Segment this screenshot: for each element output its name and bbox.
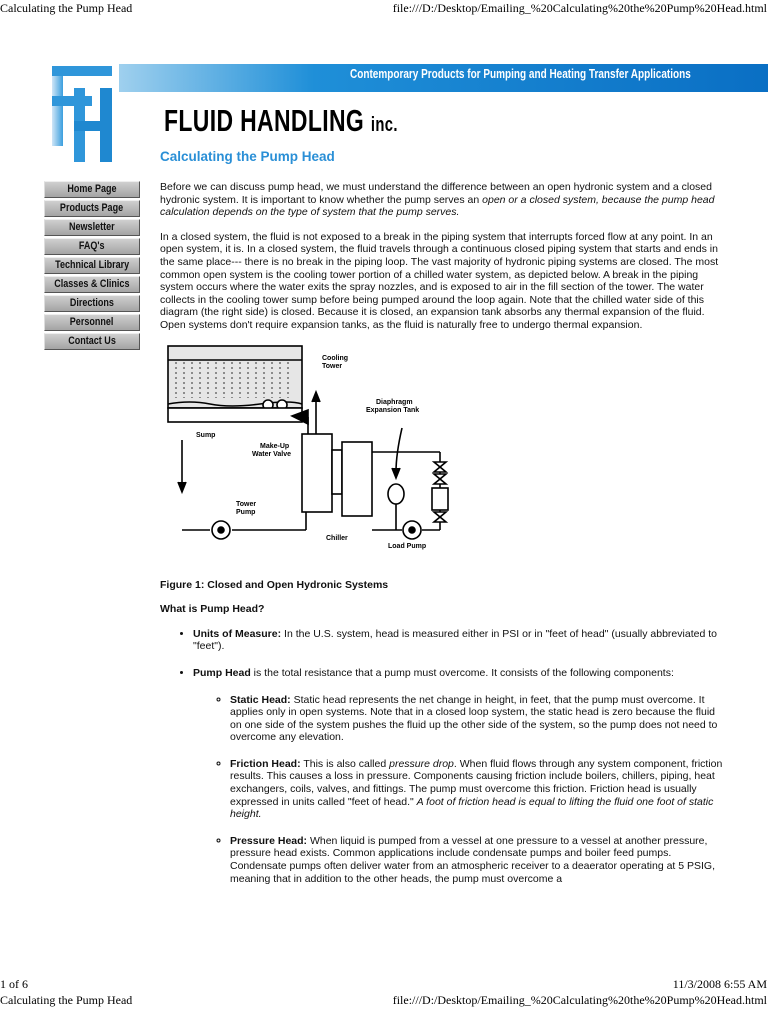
pump-head-list-2 (160, 667, 726, 885)
print-header-title-2: Calculating the Pump Head (0, 993, 133, 1007)
company-name (164, 103, 398, 143)
list-item-pressure-head: ◦ Pressure Head: When liquid is pumped from a vessel at one pressure to a vessel at another pressure, pressure head exists. Common applications include condensate pumps and boiler feed pumps. Condensate pumps often deliver water from an atmospheric receiver to a deaerator operating at 5 PSIG, meaning that in addition to the other heads, the pump must overcome a (230, 835, 726, 885)
article-title: Calculating the Pump Head (160, 149, 335, 164)
company-suffix: inc. (370, 114, 398, 136)
label-cooling-tower-2: Tower (322, 362, 343, 370)
print-header-url: file:///D:/Desktop/Emailing_%20Calculating%20the%20Pump%20Head.html (392, 1, 767, 15)
company-name-text: FLUID HANDLING (164, 103, 365, 138)
section-heading: What is Pump Head? (160, 603, 265, 616)
label-load-pump: Load Pump (388, 542, 427, 550)
print-header-title: Calculating the Pump Head (0, 1, 133, 15)
article (160, 148, 726, 899)
nav-products-page[interactable]: Products Page (44, 200, 140, 217)
list-item-static-head: ◦ Static Head: Static head represents the net change in height, in feet, that the pump must overcome. It applies only in open systems. Note that in a closed loop system, the static head is zero because the fluid on one side of the system pushes the fluid up the other side of the system, so the pump does not need to overcome any elevation. (230, 694, 726, 744)
nav-directions[interactable]: Directions (44, 295, 140, 312)
nav-personnel[interactable]: Personnel (44, 314, 140, 331)
label-sump: Sump (196, 431, 216, 439)
pump-head-list (160, 628, 726, 653)
print-footer-page-number: 1 of 6 (0, 977, 28, 991)
nav-contact-us[interactable]: Contact Us (44, 333, 140, 350)
label-cooling-tower-1: Cooling (322, 354, 349, 362)
head-components-list (193, 694, 726, 886)
intro-paragraph: Before we can discuss pump head, we must understand the difference between an open hydronic system and a closed hydronic system. It is important to know whether the pump serves an open or a closed system, because the pump head calculation depends on the type of system that the pump serves. (160, 181, 715, 219)
nav-newsletter[interactable]: Newsletter (44, 219, 140, 236)
print-footer-datetime: 11/3/2008 6:55 AM (672, 977, 767, 991)
nav-faqs[interactable]: FAQ's (44, 238, 140, 255)
figure-caption: Figure 1: Closed and Open Hydronic Systems (160, 578, 389, 591)
label-diaphragm-1: Diaphragm (376, 398, 413, 406)
list-item-friction-head: ◦ Friction Head: This is also called pressure drop. When fluid flows through any system component, friction results. This causes a loss in pressure. Components causing friction include boilers, chillers, piping, heat exchangers, coils, valves, and fittings. The pump must overcome this friction. Friction head is usually expressed in units called "feet of head." A foot of friction head is equal to lifting the fluid one foot of static height. (230, 758, 726, 821)
banner-tagline: Contemporary Products for Pumping and Heating Transfer Applications (350, 67, 691, 81)
nav-technical-library[interactable]: Technical Library (44, 257, 140, 274)
print-header-url-2: file:///D:/Desktop/Emailing_%20Calculating%20the%20Pump%20Head.html (392, 993, 767, 1007)
nav-home-page[interactable]: Home Page (44, 181, 140, 198)
fluid-handling-logo-icon (52, 66, 112, 162)
label-makeup-1: Make-Up (260, 442, 290, 450)
label-makeup-2: Water Valve (252, 450, 292, 458)
label-tower-pump-1: Tower (236, 500, 257, 508)
label-chiller: Chiller (326, 534, 348, 542)
label-diaphragm-2: Expansion Tank (366, 406, 420, 414)
list-item-units: • Units of Measure: In the U.S. system, head is measured either in PSI or in "feet of head" (usually abbreviated to "feet"). (193, 628, 726, 653)
closed-open-paragraph: In a closed system, the fluid is not exposed to a break in the piping system that interrupts forced flow at any point. In an open system, it is. In a closed system, the fluid travels through a continuous closed piping system that starts and ends in the same place--- there is no break in the piping loop. The vast majority of hydronic piping systems are closed. The most common open system is the cooling tower portion of a chilled water system, as depicted below. A break in the piping system occurs where the water exits the spray nozzles, and is exposed to air in the fill section of the tower. The water collects in the cooling tower sump before being pumped around the loop again. Note that the chilled water side of this diagram (the right side) is closed. Because it is closed, an expansion tank absorbs any thermal expansion of the fluid. Open systems don't require expansion tanks, as the fluid is naturally free to undergo thermal expansion. (160, 230, 719, 331)
nav-classes-clinics[interactable]: Classes & Clinics (44, 276, 140, 293)
label-tower-pump-2: Pump (236, 508, 256, 516)
list-item-pump-head: • Pump Head is the total resistance that a pump must overcome. It consists of the following components: ◦ Static Head: Static head represents the net change in height, in feet, that the pump must overcome. It applies only in open systems. Note that in a closed loop system, the static head is zero because the fluid on one side of the system pushes the fluid up the other side of the system, so the pump does not need to overcome any elevation. ◦ Friction Head: This is also called pressure drop. When fluid flows through any system component, friction results. This causes a loss in pressure. Components causing friction include boilers, chillers, piping, heat exchangers, coils, valves, and fittings. The pump must overcome this friction. Friction head is usually expressed in units called "feet of head." A foot of friction head is equal to lifting the fluid one foot of static height. ◦ Pressure Head: When liquid is pumped from a vessel at one pressure to a vessel at another pressure, pressure head exists. Common applications include condensate pumps and boiler feed pumps. Condensate pumps often deliver water from an atmospheric receiver to a deaerator operating at 5 PSIG, meaning that in addition to the other heads, the pump must overcome a (193, 667, 726, 885)
hydronic-system-diagram (160, 344, 460, 566)
sidebar-nav (44, 181, 140, 352)
